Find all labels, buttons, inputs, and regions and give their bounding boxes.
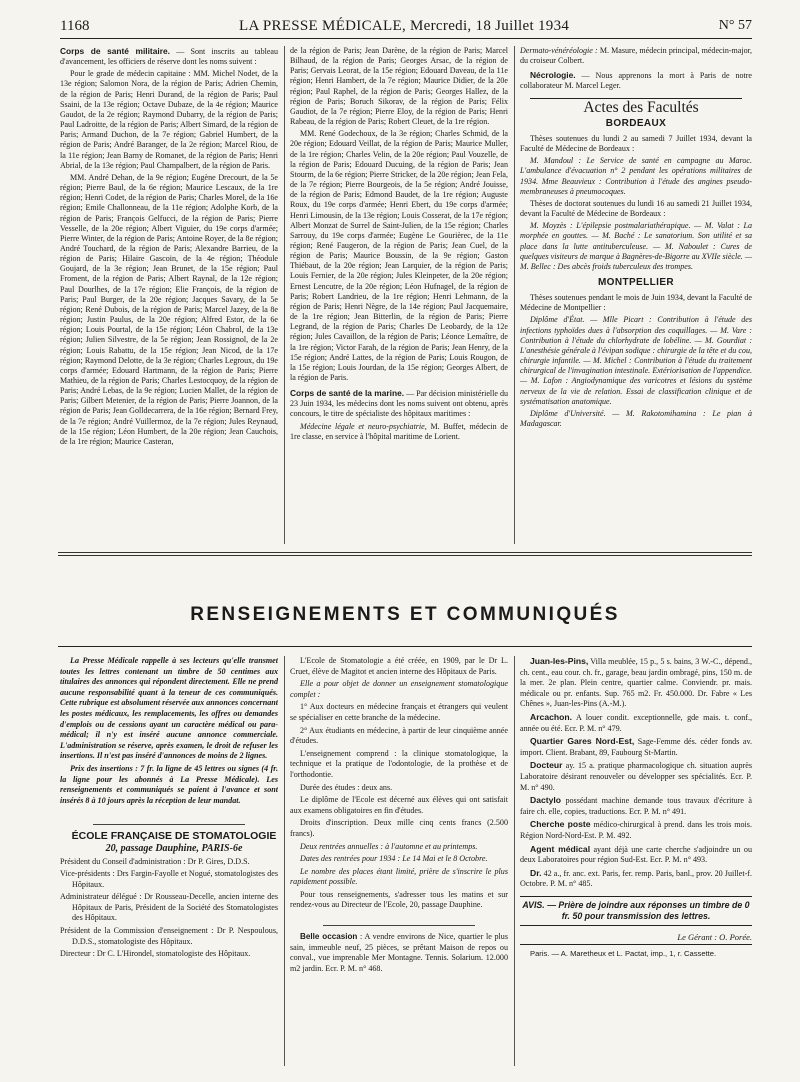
- bottom-column-1: [60, 656, 278, 1066]
- dermato-item: Dermato-vénéréologie : M. Masure, médecin principal, médecin-major, du croiseur Colbert.: [520, 46, 752, 66]
- journal-title: LA PRESSE MÉDICALE, Mercredi, 18 Juillet 1934: [239, 17, 570, 34]
- ad-agent-medical: Agent médical ayant déjà une carte cherche s'adjoindre un ou deux Laboratoires pour région Sud-Est. Ecr. P. M. n° 493.: [520, 843, 752, 865]
- column-divider: [284, 46, 285, 544]
- page-number: 1168: [60, 17, 90, 34]
- ecole-commission: Président de la Commission d'enseignement : Dr P. Nespoulous, D.D.S., stomatologiste des Hôpitaux.: [60, 926, 278, 946]
- printer-line: Paris. — A. Maretheux et L. Pactat, imp., 1, r. Cassette.: [520, 944, 752, 960]
- ecole-audience-2: 2° Aux étudiants en médecine, à partir de leur cinquième année d'études.: [290, 725, 508, 746]
- ecole-history: L'Ecole de Stomatologie a été créée, en 1909, par le Dr L. Cruet, élève de Magitot et ancien interne des Hôpitaux de Paris.: [290, 656, 508, 676]
- bordeaux-heading: BORDEAUX: [605, 117, 667, 129]
- ecole-places: Le nombre des places étant limité, prière de s'inscrire le plus rapidement possible.: [290, 866, 508, 887]
- ecole-dates: Dates des rentrées pour 1934 : Le 14 Mai et le 8 Octobre.: [300, 854, 488, 864]
- montpellier-intro: Thèses soutenues pendant le mois de Juin 1934, devant la Faculté de Médecine de Montpellier :: [520, 293, 752, 313]
- top-column-1: [60, 46, 278, 544]
- ecole-intakes: Deux rentrées annuelles : à l'automne et au printemps.: [300, 841, 478, 851]
- ecole-objective: Elle a pour objet de donner un enseignement stomatologique complet :: [290, 679, 508, 699]
- column-divider: [284, 656, 285, 1066]
- ad-arcachon: Arcachon. A louer condit. exceptionnelle, gde mais. t. conf., année ou été. Ecr. P. M. n° 479.: [520, 711, 752, 733]
- bottom-column-2: [290, 656, 508, 1066]
- ecole-curriculum: L'enseignement comprend : la clinique stomatologique, la technique et la pratique de l'odontologie, de la prothèse et de l'orthodontie.: [290, 748, 508, 779]
- military-title: Corps de santé militaire.: [60, 46, 170, 56]
- marine-title: Corps de santé de la marine.: [290, 388, 405, 399]
- ad-docteur: Docteur ay. 15 a. pratique pharmacologique ch. situation auprès Laboratoire désirant renouveler ou développer ses spécialités. Ecr. P. M. n° 490.: [520, 760, 752, 792]
- ecole-contact: Pour tous renseignements, s'adresser tous les matins et sur rendez-vous au Directeur de l'Ecole, 20, passage Dauphine.: [290, 889, 508, 910]
- ecole-vice-presidents: Vice-présidents : Drs Fargin-Fayolle et Nogué, stomatologistes des Hôpitaux.: [60, 869, 278, 889]
- gerant: Le Gérant : O. Porée.: [677, 931, 752, 942]
- column-divider: [514, 656, 515, 1066]
- avis-notice: AVIS. — Prière de joindre aux réponses un timbre de 0 fr. 50 pour transmission des lettres.: [520, 896, 752, 926]
- bordeaux-theses-1: M. Mandoul : Le Service de santé en campagne au Maroc. L'ambulance d'évacuation n° 2 pendant les opérations militaires de 1934. Mme Beauvieux : Contribution à l'étude des angines pseudo-membraneuses à pneumocoques.: [520, 156, 752, 196]
- ad-belle-occasion: Belle occasion : A vendre environs de Nice, quartier le plus sain, immeuble neuf, 25 pièces, se prêtant Maison de repos ou conval., vue imprenable Mer Montagne. Tennis. Solarium. 12.000 m2 jardin. Ecr. P. M. n° 468.: [290, 932, 508, 973]
- military-list-3: de la région de Paris; Jean Darène, de la région de Paris; Marcel Bilhaud, de la région de Paris; Georges Arsac, de la région de Paris; Gervais Leorat, de la 15e région; Edouard Daveau, de la 11e région; Henri Hambert, de la 7e région; Maurice Didier, de la 20e région; Paul Raphel, de la région de Paris; Georges Hallez, de la région de Paris; Boruch Sikorav, de la région de Paris; Félix Gaudiot, de la 7e région; Pierre Eloy, de la région de Paris; Henri Rabeau, de la région de Paris; Robert Cleuet, de la 1re région.: [290, 46, 508, 127]
- marine-paragraph: Corps de santé de la marine. — Par décision ministérielle du 23 Juin 1934, les médecins dont les noms suivent ont obtenu, après concours, le titre de spécialiste des hôpitaux maritimes :: [290, 388, 508, 419]
- issue-number: N° 57: [718, 18, 752, 33]
- bordeaux-theses-2: M. Moyzès : L'épilepsie postmalariathérapique. — M. Valat : La morphée en gouttes. — M. Baché : Le sanatorium. Son utilité et sa place dans la lutte antituberculeuse. — M. Naboulet : Cures de quelques visiteurs de marque à Bagnères-de-Bigorre au XVIIe siècle. — M. Bellec : Des abcès froids tuberculeux des trompes.: [520, 221, 752, 271]
- top-column-3: [520, 46, 752, 544]
- top-column-2: [290, 46, 508, 544]
- ecole-director: Directeur : Dr C. L'Hirondel, stomatologiste des Hôpitaux.: [60, 949, 251, 959]
- insertion-prices: Prix des insertions : 7 fr. la ligne de 45 lettres ou signes (4 fr. la ligne pour les abonnés à La Presse Médicale). Les renseignements et communiqués se paient à l'avance et sont insérés 8 à 10 jours après la réception de leur mandat.: [60, 763, 278, 805]
- marine-item: Médecine légale et neuro-psychiatrie, M. Buffet, médecin de 1re classe, en service à l'hôpital maritime de Lorient.: [290, 421, 508, 441]
- bordeaux-intro-2: Thèses de doctorat soutenues du lundi 16 au samedi 21 Juillet 1934, devant la Faculté de Médecine de Bordeaux :: [520, 198, 752, 219]
- montpellier-university: Diplôme d'Université. — M. Rakotomihamina : Le pian à Madagascar.: [520, 408, 752, 428]
- ecole-audience-1: 1° Aux docteurs en médecine français et étrangers qui veulent se spécialiser en cette branche de la médecine.: [290, 702, 508, 722]
- page-header: [60, 14, 752, 39]
- banner-rule: [58, 646, 752, 647]
- ecole-title: ÉCOLE FRANÇAISE DE STOMATOLOGIE: [71, 830, 277, 843]
- necrology-title: Nécrologie.: [530, 70, 576, 81]
- ecole-fees: Droits d'inscription. Deux mille cinq cents francs (2.500 francs).: [290, 818, 508, 838]
- ad-gares-nord-est: Quartier Gares Nord-Est, Sage-Femme dés. céder fonds av. import. Client. Brabant, 89, Faubourg St-Martin.: [520, 736, 752, 757]
- rubric-notice: La Presse Médicale rappelle à ses lecteurs qu'elle transmet toutes les lettres contenant un timbre de 50 centimes aux titulaires des annonces qui répondent directement. Elle ne prend aucune responsabilité quant à la teneur de ces communiqués. Cette rubrique est absolument réservée aux annonces concernant les postes médicaux, les remplacements, les offres ou demandes d'emplois ou de cessions ayant un caractère médical ou para-médical; il n'y est inséré aucune annonce commerciale. L'administration se réserve, après examen, le droit de refuser les insertions. Il n'est pas inséré d'annonces de moins de 2 lignes.: [60, 656, 278, 761]
- ecole-diploma: Le diplôme de l'Ecole est décerné aux élèves qui ont satisfait aux examens obligatoires en fin d'études.: [290, 795, 508, 815]
- ad-juan-les-pins: Juan-les-Pins, Villa meublée, 15 p., 5 s. bains, 3 W.-C., dépend., ch. cent., eau cour. ch. fr., garage, beau jardin ombragé, pins, 150 m. de la mer. 2e plan. Plein centre, quartier calme. Conviendr. pr. mais. médicale ou pr. enfants. Sup. 765 m2. Fr. 450.000. Dr. Fabre « Les Chênes », Juan-les-Pins (A.-M.).: [520, 656, 752, 709]
- section-rule: [58, 555, 752, 556]
- ad-dr: Dr. 42 a., fr. anc. ext. Paris, fer. remp. Paris, banl., prov. 20 Juillet-f. Octobre. P. M. n° 485.: [520, 867, 752, 889]
- ecole-administrator: Administrateur délégué : Dr Rousseau-Decelle, ancien interne des Hôpitaux de Paris, Président de la Société des Stomatologistes des Hôpitaux.: [60, 892, 278, 923]
- ecole-duration: Durée des études : deux ans.: [300, 782, 393, 792]
- ad-cherche-poste: Cherche poste médico-chirurgical à prend. dans les trois mois. Région Nord-Nord-Est. P. M. 492.: [520, 819, 752, 840]
- section-rule: [58, 552, 752, 553]
- ecole-address: 20, passage Dauphine, PARIS-6e: [105, 842, 243, 854]
- actes-facultes-title: Actes des Facultés: [583, 98, 699, 116]
- military-list-1: Pour le grade de médecin capitaine : MM. Michel Nodet, de la 13e région; Salomon Nora, de la région de Paris; Adrien Chemin, de la région de Paris; Henri Durand, de la région de Paris; Paul Ssaini, de la 13e région; Octave Dubaze, de la 4e région; Maurice Gaudot, de la 2e région; Raymond Dubarry, de la région de Paris; Paul Ladroitte, de la région de Paris; Albert Simard, de la région de Paris; Armand Duchon, de la 7e région; Gabriel Humbert, de la région de Paris; André Baranger, de la 2e région; Marcel Riou, de la 11e région; Jean Barny de Romanet, de la région de Paris; Henri Abrial, de la 13e région; Paul Champalbert, de la région de Paris.: [60, 69, 278, 170]
- ecole-president: Président du Conseil d'administration : Dr P. Gires, D.D.S.: [60, 856, 250, 866]
- military-paragraph: Corps de santé militaire. — Sont inscrits au tableau d'avancement, les officiers de réserve dont les noms suivent :: [60, 46, 278, 67]
- bottom-column-3: [520, 656, 752, 1066]
- ad-dactylo: Dactylo possédant machine demande tous travaux d'écriture à faire ch. elle, copies, traductions. Ecr. P. M. n° 491.: [520, 795, 752, 816]
- bordeaux-intro-1: Thèses soutenues du lundi 2 au samedi 7 Juillet 1934, devant la Faculté de Médecine de Bordeaux :: [520, 133, 752, 154]
- section-banner: RENSEIGNEMENTS ET COMMUNIQUÉS: [190, 604, 620, 625]
- column-divider: [514, 46, 515, 544]
- divider: [323, 925, 476, 926]
- divider: [93, 824, 246, 825]
- military-list-2: MM. André Dehan, de la 9e région; Eugène Drecourt, de la 5e région; Pierre Baul, de la 6e région; Maurice Lescaux, de la 1re région; Henri Codet, de la région de Paris; Charles Morel, de la 16e région; Emile Challonneau, de la 11e région; Adolphe Korb, de la région de Paris; François Gelfucci, de la région de Paris; Pierre Vesselle, de la 20e région; Albert Viguier, du 19e corps d'armée; Pierre Winter, de la région de Paris; Antoine Royer, de la 8e région; André Touchard, de la région de Paris; Alexandre Barrieu, de la région de Paris; Hilaire Gascoin, de la 4e région; Théodule Goujard, de la 3e région; Jean Brunet, de la 15e région; Paul Froment, de la région de Paris; Albert Raynal, de la 12e région; Paul Dourlhes, de la 17e région; Elie François, de la région de Paris; Paul Burger, de la 20e région; Jacques Savary, de la 5e région; René Dubois, de la région de Paris; Marcel Jazey, de la 8e région; Justin Paulus, de la 20e région; Alfred Estor, de la 6e région; Louis Pourtal, de la 15e région; Léon Chabrol, de la 13e région; Julien Silvestre, de la 5e région; Jean Rossignol, de la 2e région; Louis Rabattu, de la 15e région; Jean Nicod, de la 17e région; Raymond Delotte, de la 3e région; Charles Legroux, du 19e corps d'armée; Edouard Hartmann, de la région de Paris; Pierre Mathieu, de la région de Paris; Charles Lestocquoy, de la région de Paris; André Lebas, de la 9e région; Lucien Mallet, de la région de Paris; Gilbert Metenier, de la région de Paris; Pierre Joannon, de la région de Paris; Jean Golldecarrera, de la 16e région; Bernard Frey, de la 7e région; André Vuillermoz, de la 7e région; Jules Reynaud, de la 15e région; Léon Humbert, de la 20e région; Jean Cauchois, de la 1re région; Maurice Casteran,: [60, 172, 278, 446]
- necrology-paragraph: Nécrologie. — Nous apprenons la mort à Paris de notre collaborateur M. Marcel Leger.: [520, 70, 752, 91]
- military-list-4: MM. René Godechoux, de la 3e région; Charles Schmid, de la 20e région; Edouard Veillat, de la région de Paris; Maurice Muller, de la 1re région; Charles Velin, de la 20e région; Paul Vouzelle, de la région de Paris; Edouard Ducuing, de la région de Paris; Jean Stourm, de la 6e région; Pierre Stricker, de la 20e région; Jean Fela, de la 7e région; Pierre Bourgeois, de la 5e région; André Jouisse, de la région de Paris; Edmond Baudet, de la 1re région; Auguste Roux, du 19e corps d'armée; Henri Ebert, du 19e corps d'armée; Henri Limousin, de la 13e région; Louis Cosserat, de la 17e région; Albert Monzat de Surrel de Saint-Julien, de la 15e région; Charles Sarrouy, du 19e corps d'armée; Eugène Le Gourièrec, de la 11e région; René Faugeron, de la région de Paris; Jean Cuel, de la région de Paris; Maurice Boussin, de la 9e région; Gaston Thiébaut, de la 20e région; Jean Larquier, de la région de Paris; Louis Fernier, de la 20e région; Jules Kleinpeter, de la 20e région; Ernest Lencutre, de la 20e région; Léon Hufnagel, de la région de Paris; Robert Landrieu, de la 1re région; Henri Lehmann, de la région de Paris; Henri Nègre, de la 14e région; Paul Jacquemaire, de la 1re région; Jean Bitterlin, de la région de Paris; Pierre Legrand, de la région de Paris; Charles De Leobardy, de la 12e région; Jules Cavaillon, de la région de Paris; Léonce Lemaître, de la 1re région; Victor Farah, de la région de Paris; Jean Henry, de la 15e région; André Lattes, de la région de Paris; Louis Rougon, de la 15e région; Louis Jourdan, de la 15e région; Georges Albert, de la région de Paris.: [290, 129, 508, 382]
- montpellier-theses: Diplôme d'État. — Mlle Picart : Contribution à l'étude des infections typhoïdes dues à l'absorption des coquillages. — M. Vare : Contribution à l'étude du chlorhydrate de lobéline. — M. Gourdiat : L'anesthésie générale à l'évipan sodique : chirurgie de la tête et du cou, chirurgie infantile. — M. Michel : Contribution à l'étude du traitement chirurgical de l'invagination intestinale. Extériorisation de l'appendice. — M. Lafon : Angiodynamique des varicotres et lésions du système nerveux de la vie de relation. Essai de classification clinique et de systématisation anatomique.: [520, 315, 752, 406]
- montpellier-heading: MONTPELLIER: [597, 276, 675, 288]
